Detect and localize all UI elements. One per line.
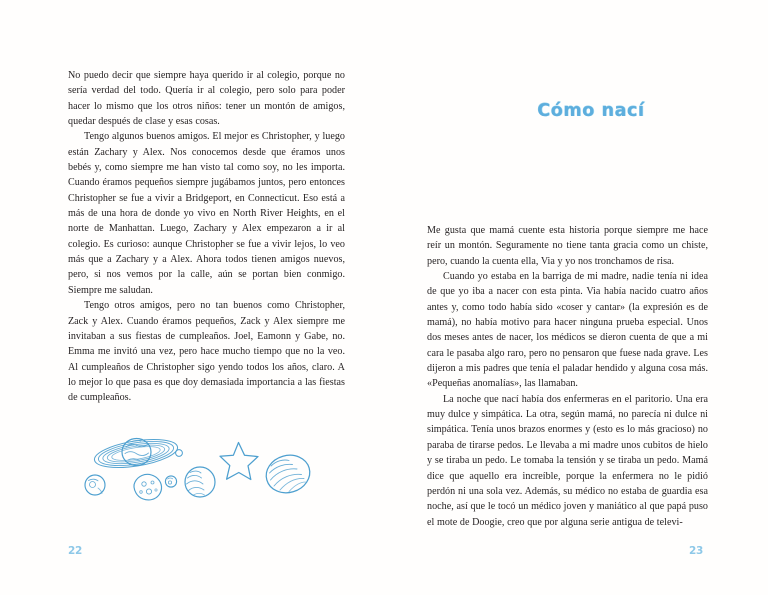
paragraph: La noche que nací había dos enfermeras en el paritorio. Una era muy dulce y simpática. La otra, según mamá, no parecía ni dulce ni simpática. Tenía unos brazos enormes y (esto es lo más gracioso) no paraba de tirarse pedos. Le llevaba a mi madre unos cubitos de hielo y se tiraba un pedo. Le tomaba la tensión y se tiraba un pedo. Mamá dice que aquello era increíble, porque la enfermera no le pidió perdón ni una sola vez. Además, su médico no estaba de guardia esa noche, así que le tocó un médico joven y maniático al que papá puso el mote de Doogie, creo que por alguna serie antigua de televi- <box>427 393 708 528</box>
striped-planet-icon <box>185 467 215 497</box>
paragraph: Me gusta que mamá cuente esta historia porque siempre me hace reír un montón. Seguramente no tiene tanta gracia como un chiste, pero, cuando la cuenta ella, Via y yo nos tronchamos de risa. <box>427 225 708 267</box>
left-page-body-text <box>68 68 345 406</box>
small-planet-icon <box>85 475 105 495</box>
star-outline-icon <box>220 443 258 480</box>
chapter-title: Cómo nací <box>537 101 645 121</box>
ringed-planet-icon <box>93 435 180 473</box>
striped-planet-large-icon <box>262 450 314 498</box>
page-number-right: 23 <box>688 545 703 557</box>
paragraph: Tengo otros amigos, pero no tan buenos como Christopher, Zack y Alex. Cuando éramos pequeños, Zack y Alex siempre me invitaban a sus fiestas de cumpleaños. Joel, Eamonn y Gabe, no. Emma me invitó una vez, pero hace mucho tiempo que no la veo. Al cumpleaños de Christopher sigo yendo todos los años, claro. A lo mejor lo que pasa es que doy demasiada importancia a las fiestas de cumpleaños. <box>68 300 345 404</box>
paragraph: No puedo decir que siempre haya querido ir al colegio, porque no sería verdad del todo. Quería ir al colegio, pero solo para poder hacer lo mismo que los otros niños: tener un montón de amigos, quedar después de clase y esas cosas. <box>68 70 345 128</box>
right-page <box>384 0 768 595</box>
paragraph: Cuando yo estaba en la barriga de mi madre, nadie tenía ni idea de que yo iba a nacer con esta pinta. Via había nacido cuatro años antes y, como todo había sido «coser y cantar» (la expresión es de mamá), no había motivo para hacer ninguna prueba especial. Unos dos meses antes de nacer, los médicos se dieron cuenta de que a mi cara le pasaba algo raro, pero no pensaron que fuese nada grave. Les dijeron a mis padres que tenía el paladar hendido y alguna cosa más. «Pequeñas anomalías», las llamaban. <box>427 271 708 390</box>
asteroid-icon <box>134 474 162 500</box>
right-page-body-text <box>427 223 708 530</box>
paragraph: Tengo algunos buenos amigos. El mejor es Christopher, y luego están Zachary y Alex. Nos conocemos desde que éramos unos bebés y, como siempre me han visto tal como soy, no les importa. Cuando éramos pequeños siempre jugábamos juntos, pero entonces Christopher se fue a vivir a Bridgeport, en Connecticut. Eso está a más de una hora de donde yo vivo en North River Heights, en el norte de Manhattan. Luego, Zachary y Alex empezaron a ir al colegio. Es curioso: aunque Christopher se fue a vivir lejos, lo veo más que a Zachary y a Alex. Ahora todos tienen amigos nuevos, pero, si nos vemos por la calle, aún se portan bien conmigo. Siempre me saludan. <box>68 131 345 296</box>
tiny-dot-icon <box>176 450 183 457</box>
page-number-left: 22 <box>68 545 83 557</box>
small-moon-icon <box>165 476 176 487</box>
space-doodle-ornament <box>78 422 358 522</box>
